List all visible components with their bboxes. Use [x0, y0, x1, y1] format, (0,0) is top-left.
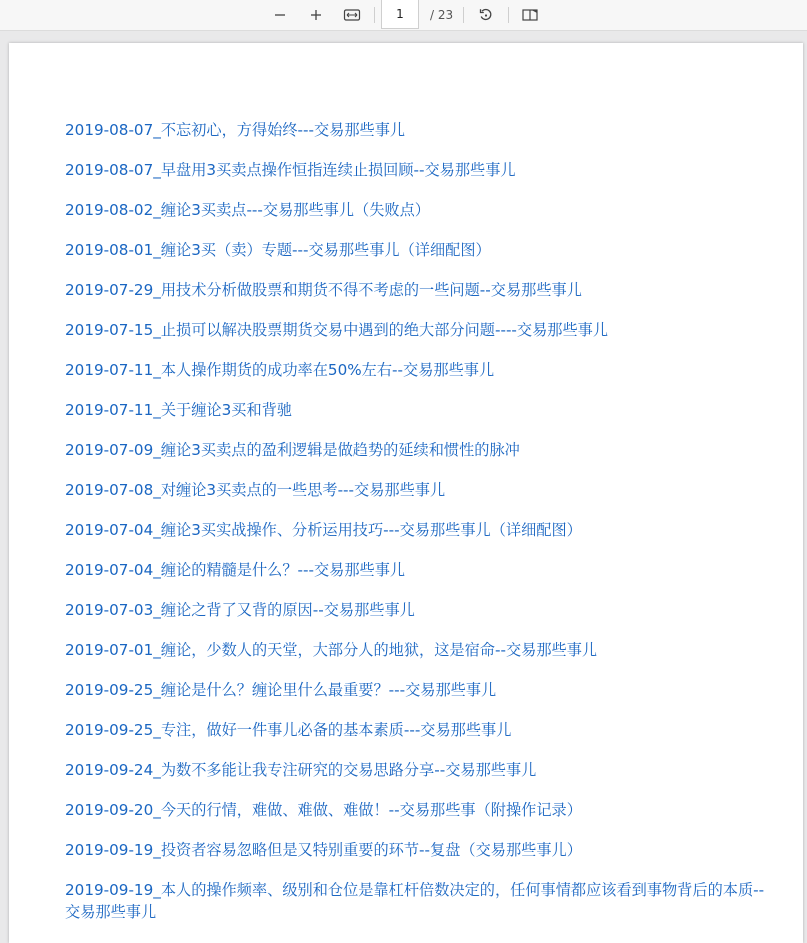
article-link[interactable]: 2019-08-07_早盘用3买卖点操作恒指连续止损回顾--交易那些事儿 — [65, 161, 516, 179]
list-item — [65, 399, 765, 439]
list-item — [65, 799, 765, 839]
article-link[interactable]: 2019-09-25_专注，做好一件事儿必备的基本素质---交易那些事儿 — [65, 721, 512, 739]
list-item — [65, 199, 765, 239]
article-link[interactable]: 2019-07-01_缠论，少数人的天堂，大部分人的地狱，这是宿命--交易那些事儿 — [65, 641, 598, 659]
rotate-icon[interactable] — [474, 4, 498, 26]
zoom-out-icon[interactable] — [268, 4, 292, 26]
list-item — [65, 239, 765, 279]
article-link[interactable]: 2019-08-01_缠论3买（卖）专题---交易那些事儿（详细配图） — [65, 241, 491, 259]
list-item — [65, 879, 765, 923]
page-number-input[interactable] — [381, 0, 419, 29]
article-link[interactable]: 2019-08-02_缠论3买卖点---交易那些事儿（失败点） — [65, 201, 430, 219]
list-item — [65, 439, 765, 479]
article-link[interactable]: 2019-07-11_关于缠论3买和背驰 — [65, 401, 293, 419]
article-link[interactable]: 2019-09-25_缠论是什么？缠论里什么最重要？---交易那些事儿 — [65, 681, 497, 699]
list-item — [65, 639, 765, 679]
toolbar-separator — [463, 7, 464, 23]
article-link[interactable]: 2019-07-08_对缠论3买卖点的一些思考---交易那些事儿 — [65, 481, 446, 499]
article-link[interactable]: 2019-09-24_为数不多能让我专注研究的交易思路分享--交易那些事儿 — [65, 761, 537, 779]
toolbar-separator — [374, 7, 375, 23]
list-item — [65, 359, 765, 399]
document-page — [9, 43, 803, 943]
list-item — [65, 559, 765, 599]
article-link[interactable]: 2019-07-11_本人操作期货的成功率在50%左右--交易那些事儿 — [65, 361, 495, 379]
zoom-in-icon[interactable] — [304, 4, 328, 26]
article-link-list — [65, 119, 765, 923]
list-item — [65, 159, 765, 199]
fit-width-icon[interactable] — [340, 4, 364, 26]
list-item — [65, 279, 765, 319]
article-link[interactable]: 2019-09-19_投资者容易忽略但是又特别重要的环节--复盘（交易那些事儿） — [65, 841, 582, 859]
list-item — [65, 759, 765, 799]
article-link[interactable]: 2019-08-07_不忘初心，方得始终---交易那些事儿 — [65, 121, 406, 139]
list-item — [65, 119, 765, 159]
list-item — [65, 319, 765, 359]
list-item — [65, 719, 765, 759]
list-item — [65, 519, 765, 559]
page-view-icon[interactable] — [518, 4, 542, 26]
article-link[interactable]: 2019-07-29_用技术分析做股票和期货不得不考虑的一些问题--交易那些事儿 — [65, 281, 582, 299]
list-item — [65, 679, 765, 719]
pdf-toolbar — [0, 0, 807, 31]
list-item — [65, 599, 765, 639]
list-item — [65, 839, 765, 879]
article-link[interactable]: 2019-07-15_止损可以解决股票期货交易中遇到的绝大部分问题----交易那些事儿 — [65, 321, 609, 339]
article-link[interactable]: 2019-09-19_本人的操作频率、级别和仓位是靠杠杆倍数决定的，任何事情都应该看到事物背后的本质--交易那些事儿 — [65, 881, 765, 921]
article-link[interactable]: 2019-07-04_缠论的精髓是什么？---交易那些事儿 — [65, 561, 406, 579]
list-item — [65, 479, 765, 519]
article-link[interactable]: 2019-07-03_缠论之背了又背的原因--交易那些事儿 — [65, 601, 415, 619]
article-link[interactable]: 2019-07-04_缠论3买实战操作、分析运用技巧---交易那些事儿（详细配图） — [65, 521, 582, 539]
article-link[interactable]: 2019-07-09_缠论3买卖点的盈利逻辑是做趋势的延续和惯性的脉冲 — [65, 441, 520, 459]
toolbar-separator — [508, 7, 509, 23]
page-total: / 23 — [430, 8, 454, 22]
article-link[interactable]: 2019-09-20_今天的行情，难做、难做、难做！--交易那些事（附操作记录） — [65, 801, 582, 819]
